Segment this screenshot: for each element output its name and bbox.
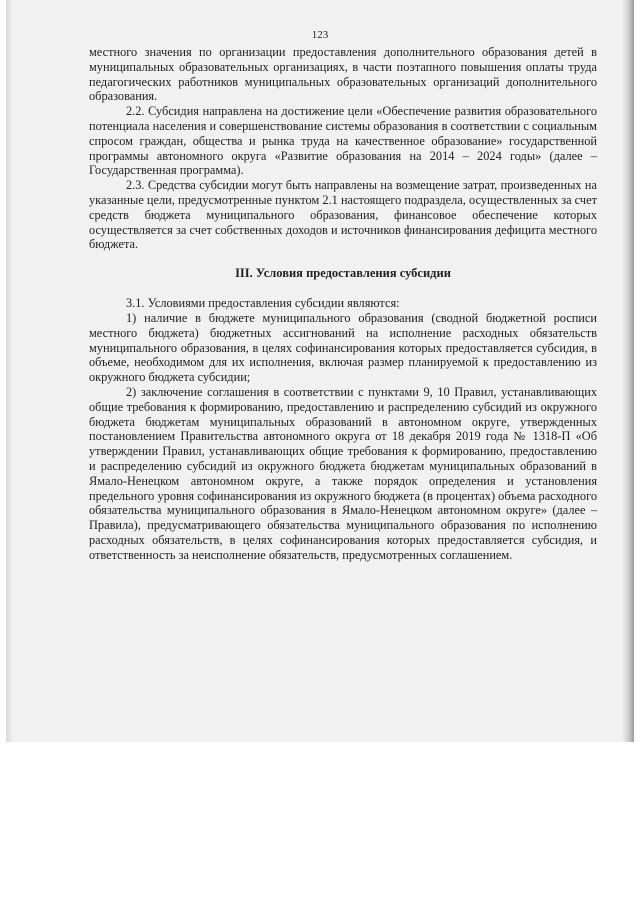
paragraph-2-3: 2.3. Средства субсидии могут быть направлены на возмещение затрат, произведенных на указанные цели, предусмотренные пунктом 2.1 настоящего подраздела, осуществленных за счет средств бюджета муниципального образования, финансовое обеспечение которых осуществляется за счет собственных доходов и источников финансирования дефицита местного бюджета. <box>89 178 597 252</box>
scan-left-edge-shadow <box>6 0 13 742</box>
paragraph-2-2: 2.2. Субсидия направлена на достижение цели «Обеспечение развития образовательного потенциала населения и совершенствование системы образования в соответствии с социальным спросом граждан, общества и рынка труда на качественное образование» государственной программы автономного округа «Развитие образования на 2014 – 2024 годы» (далее – Государственная программа). <box>89 104 597 178</box>
paragraph-3-1: 3.1. Условиями предоставления субсидии являются: <box>126 296 400 311</box>
scan-right-edge-shadow <box>622 0 634 742</box>
paragraph-3-1-item-1: 1) наличие в бюджете муниципального образования (сводной бюджетной росписи местного бюджета) бюджетных ассигнований на исполнение расходных обязательств муниципального образования, в целях софинансирования которых предоставляется субсидия, в объеме, необходимом для их исполнения, включая размер планируемой к предоставлению из окружного бюджета субсидии; <box>89 310 597 385</box>
document-body <box>89 45 597 563</box>
paragraph-2-1-continuation: местного значения по организации предоставления дополнительного образования детей в муниципальных образовательных организациях, в части поэтапного повышения оплаты труда педагогических работников муниципальных образовательных организаций дополнительного образования. <box>89 45 597 104</box>
paragraph-3-1-item-2: 2) заключение соглашения в соответствии с пунктами 9, 10 Правил, устанавливающих общие требования к формированию, предоставлению и распределению субсидий из окружного бюджета бюджетам муниципальных образований в автономном округе, утвержденных постановлением Правительства автономного округа от 18 декабря 2019 года № 1318-П «Об утверждении Правил, устанавливающих общие требования к формированию, предоставлению и распределению субсидий из окружного бюджета бюджетам муниципальных образований в Ямало-Ненецком автономном округе, а также порядок определения и установления предельного уровня софинансирования из окружного бюджета (в процентах) объема расходного обязательства муниципального образования в Ямало-Ненецком автономном округе» (далее – Правила), предусматривающего обязательства муниципального образования по исполнению расходных обязательств, в целях софинансирования которых предоставляется субсидия, и ответственность за неисполнение обязательств, предусмотренных соглашением. <box>89 384 597 562</box>
section-heading: III. Условия предоставления субсидии <box>235 266 451 281</box>
page-number: 123 <box>311 29 329 41</box>
